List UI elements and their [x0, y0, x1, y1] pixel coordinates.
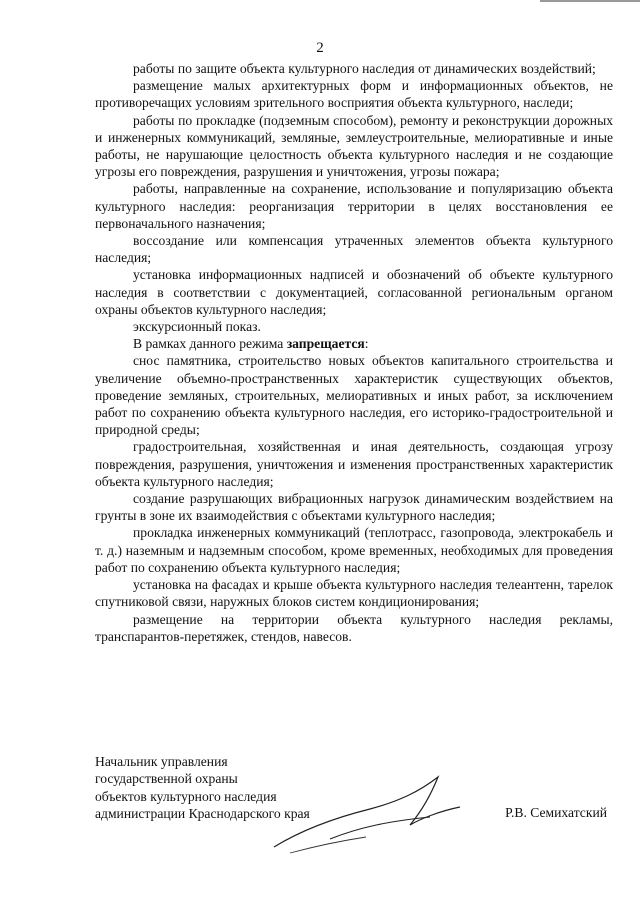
paragraph-prohibited-2: градостроительная, хозяйственная и иная деятельность, создающая угрозу повреждения, разрушения, уничтожения и изменения пространственных характеристик объекта культурного наследия;: [95, 439, 613, 489]
paragraph-prohibited-3: создание разрушающих вибрационных нагрузок динамическим воздействием на грунты в зоне их взаимодействия с объектами культурного наследия;: [95, 491, 613, 524]
signature-block: [95, 753, 615, 863]
prohibition-intro-suffix: :: [364, 336, 369, 352]
position-line-3: объектов культурного наследия: [95, 788, 277, 804]
paragraph-allowed-3: работы по прокладке (подземным способом), ремонту и реконструкции дорожных и инженерных коммуникаций, земляные, землеустроительные, мелиоративные и иные работы, не нарушающие целостность объекта культурного наследия и не создающие угрозы его повреждения, разрушения и уничтожения, угрозы пожара;: [95, 112, 613, 180]
prohibition-intro-bold: запрещается: [286, 336, 365, 352]
paragraph-allowed-7: экскурсионный показ.: [133, 319, 261, 335]
paragraph-prohibited-5: установка на фасадах и крыше объекта культурного наследия телеантенн, тарелок спутниковой связи, наружных блоков систем кондиционирования;: [95, 577, 613, 610]
paragraph-prohibited-4: прокладка инженерных коммуникаций (теплотрасс, газопровода, электрокабель и т. д.) наземным и надземным способом, кроме временных, необходимых для проведения работ по сохранению объекта культурного наследия;: [95, 525, 613, 575]
paragraph-prohibited-1: снос памятника, строительство новых объектов капитального строительства и увеличение объемно-пространственных характеристик существующих объектов, проведение земляных, строительных, мелиоративных и иных работ, за исключением работ по сохранению объекта культурного наследия, его историко-градостроительной и природной среды;: [95, 353, 613, 438]
prohibition-intro-prefix: В рамках данного режима: [133, 336, 287, 352]
paragraph-allowed-1: работы по защите объекта культурного наследия от динамических воздействий;: [133, 61, 596, 76]
position-line-1: Начальник управления: [95, 754, 228, 769]
paragraph-allowed-2: размещение малых архитектурных форм и информационных объектов, не противоречащих условиям зрительного восприятия объекта культурного, наследи;: [95, 78, 613, 111]
paragraph-allowed-6: установка информационных надписей и обозначений об объекте культурного наследия в соответствии с документацией, согласованной региональным органом охраны объектов культурного наследия;: [95, 267, 613, 317]
signatory-name: Р.В. Семихатский: [505, 805, 607, 820]
paragraph-allowed-4: работы, направленные на сохранение, использование и популяризацию объекта культурного наследия: реорганизация территории в целях восстановления ее первоначального назначения;: [95, 181, 613, 231]
position-line-2: государственной охраны: [95, 771, 238, 787]
document-body: [95, 60, 613, 645]
handwritten-signature-icon: [270, 761, 470, 861]
page-number: 2: [316, 40, 324, 56]
position-line-4: администрации Краснодарского края: [95, 806, 310, 822]
paragraph-allowed-5: воссоздание или компенсация утраченных элементов объекта культурного наследия;: [95, 233, 613, 266]
prohibition-intro: [95, 335, 613, 352]
top-edge-mark: [540, 0, 640, 2]
paragraph-prohibited-6: размещение на территории объекта культурного наследия рекламы, транспарантов-перетяжек, стендов, навесов.: [95, 611, 613, 644]
